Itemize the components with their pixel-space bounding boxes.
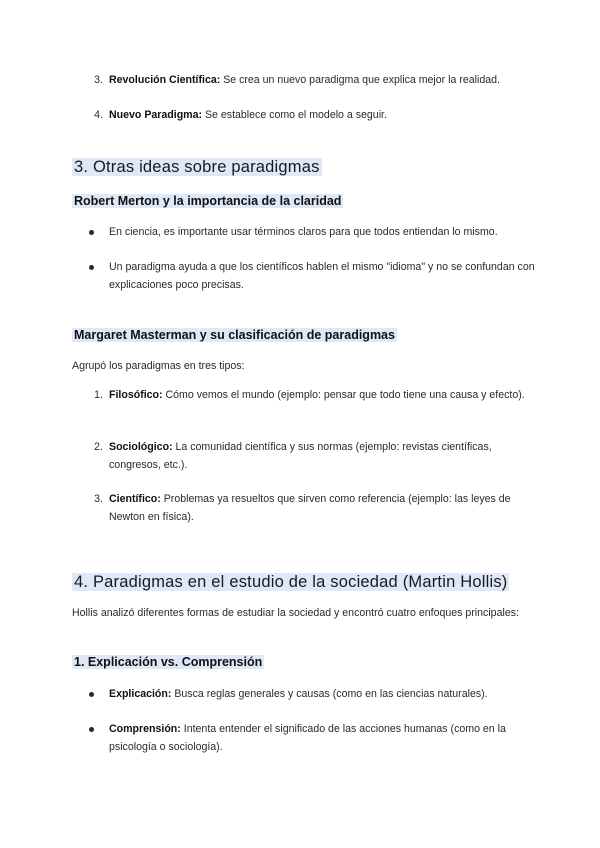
section-heading (72, 156, 322, 178)
list-term: Filosófico: (109, 389, 163, 401)
list-text: Intenta entender el significado de las acciones humanas (como en la psicología o sociología). (109, 723, 506, 753)
subsection-title: Robert Merton y la importancia de la claridad (74, 194, 342, 208)
list-text: Un paradigma ayuda a que los científicos hablen el mismo "idioma" y no se confundan con explicaciones poco precisas. (109, 261, 535, 291)
list-item (109, 720, 539, 756)
list-text: Problemas ya resueltos que sirven como referencia (ejemplo: las leyes de Newton en física). (109, 493, 511, 523)
list-number: 1. (94, 389, 103, 401)
subsection-heading (72, 653, 264, 671)
paragraph: Agrupó los paradigmas en tres tipos: (72, 360, 245, 372)
list-text: Se crea un nuevo paradigma que explica mejor la realidad. (220, 74, 500, 86)
list-number: 3. (94, 74, 103, 86)
bullet-icon (89, 230, 94, 235)
list-item (94, 490, 539, 526)
list-term: Científico: (109, 493, 161, 505)
paragraph: Hollis analizó diferentes formas de estudiar la sociedad y encontró cuatro enfoques principales: (72, 607, 519, 619)
list-term: Comprensión: (109, 723, 181, 735)
list-text: Se establece como el modelo a seguir. (202, 109, 387, 121)
subsection-heading (72, 326, 397, 344)
list-item (94, 106, 539, 124)
list-number: 3. (94, 493, 103, 505)
list-item (94, 438, 539, 474)
section-title: 4. Paradigmas en el estudio de la sociedad (Martin Hollis) (74, 573, 508, 591)
list-item (109, 223, 539, 241)
list-item (94, 386, 539, 404)
section-title: 3. Otras ideas sobre paradigmas (74, 158, 320, 176)
list-number: 2. (94, 441, 103, 453)
list-number: 4. (94, 109, 103, 121)
list-term: Explicación: (109, 688, 172, 700)
section-heading (72, 571, 509, 593)
list-text: Busca reglas generales y causas (como en las ciencias naturales). (171, 688, 488, 700)
bullet-icon (89, 265, 94, 270)
list-term: Nuevo Paradigma: (109, 109, 203, 121)
list-text: Cómo vemos el mundo (ejemplo: pensar que todo tiene una causa y efecto). (162, 389, 525, 401)
list-item (109, 258, 539, 294)
subsection-heading (72, 192, 343, 210)
list-text: La comunidad científica y sus normas (ejemplo: revistas científicas, congresos, etc.). (109, 441, 492, 471)
list-item (109, 685, 539, 703)
bullet-icon (89, 692, 94, 697)
subsection-title: 1. Explicación vs. Comprensión (74, 655, 263, 669)
list-term: Sociológico: (109, 441, 173, 453)
list-item (94, 71, 539, 89)
bullet-icon (89, 727, 94, 732)
subsection-title: Margaret Masterman y su clasificación de paradigmas (74, 328, 395, 342)
list-term: Revolución Científica: (109, 74, 221, 86)
list-text: En ciencia, es importante usar términos claros para que todos entiendan lo mismo. (109, 226, 498, 238)
